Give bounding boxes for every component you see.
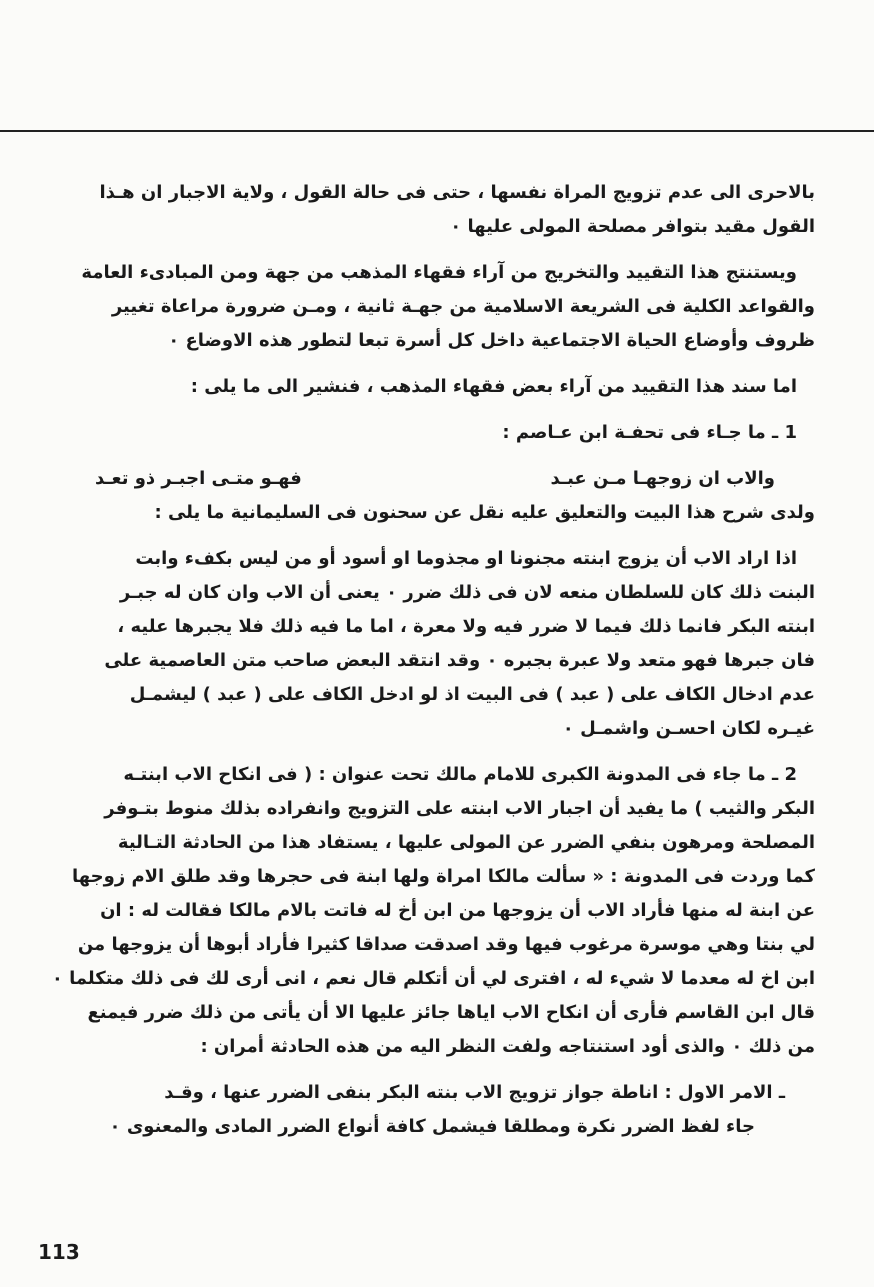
text-line: كما وردت فى المدونة : « سألت مالكا امراة ولها ابنة فى حجرها وقد طلق الام زوجها (72, 866, 815, 887)
verse-first-hemistich: والاب ان زوجهـا مـن عبـد (550, 468, 775, 489)
text-line: ابنته البكر فانما ذلك فيما لا ضرر فيه ولا معرة ، اما ما فيه ذلك فلا يجبرها عليه ، (117, 616, 815, 637)
section-heading: 1 ـ ما جـاء فى تحفـة ابن عـاصم : (502, 422, 797, 443)
text-line: والقواعد الكلية فى الشريعة الاسلامية من جهـة ثانية ، ومـن ضرورة مراعاة تغيير (111, 296, 815, 317)
text-line: اما سند هذا التقييد من آراء بعض فقهاء المذهب ، فنشير الى ما يلى : (190, 376, 797, 397)
text-line: المصلحة ومرهون بنفي الضرر عن المولى عليها ، يستفاد هذا من الحادثة التـالية (117, 832, 815, 853)
section-heading: 2 ـ ما جاء فى المدونة الكبرى للامام مالك تحت عنوان : ( فى انكاح الاب ابنتـه (123, 764, 797, 785)
text-line: ظروف وأوضاع الحياة الاجتماعية داخل كل أسرة تبعا لتطور هذه الاوضاع ٠ (168, 330, 815, 351)
text-line: ولدى شرح هذا البيت والتعليق عليه نقل عن سحنون فى السليمانية ما يلى : (154, 502, 815, 523)
document-body (51, 176, 815, 1144)
verse-second-hemistich: فهـو متـى اجبـر ذو تعـد (95, 468, 302, 489)
text-line: ابن اخ له معدما لا شيء له ، افترى لي أن أتكلم قال نعم ، انى أرى لك فى ذلك متكلما ٠ (51, 968, 815, 989)
text-line: لي بنتا وهي موسرة مرغوب فيها وقد اصدقت صداقا كثيرا فأراد أبوها أن يزوجها من (77, 934, 815, 955)
text-line: قال ابن القاسم فأرى أن انكاح الاب اياها جائز عليها الا أن يأتى من ذلك ضرر فيمنع (87, 1002, 815, 1023)
page-number: 113 (38, 1240, 80, 1264)
text-line: من ذلك ٠ والذى أود استنتاجه ولفت النظر اليه من هذه الحادثة أمران : (200, 1036, 815, 1057)
text-line: بالاحرى الى عدم تزويج المراة نفسها ، حتى فى حالة القول ، ولاية الاجبار ان هـذا (99, 182, 815, 203)
text-line: البنت ذلك كان للسلطان منعه لان فى ذلك ضرر ٠ يعنى أن الاب وان كان له جبـر (119, 582, 815, 603)
text-line: فان جبرها فهو متعد ولا عبرة بجبره ٠ وقد انتقد البعض صاحب متن العاصمية على (104, 650, 815, 671)
text-line: اذا اراد الاب أن يزوج ابنته مجنونا او مجذوما او أسود أو من ليس بكفء وابت (135, 548, 797, 569)
text-line: البكر والثيب ) ما يفيد أن اجبار الاب ابنته على التزويج وانفراده بذلك منوط بتـوفر (104, 798, 815, 819)
text-line: القول مقيد بتوافر مصلحة المولى عليها ٠ (450, 216, 815, 237)
text-line: عن ابنة له منها فأراد الاب أن يزوجها من ابن أخ له فاتت بالام مالكا فقالت له : ان (100, 900, 815, 921)
text-line: ويستنتج هذا التقييد والتخريج من آراء فقهاء المذهب من جهة ومن المبادىء العامة (81, 262, 797, 283)
bullet-line: ـ الامر الاول : اناطة جواز تزويج الاب بنته البكر بنفى الضرر عنها ، وقـد (164, 1082, 785, 1103)
text-line: غيـره لكان احسـن واشمـل ٠ (562, 718, 815, 739)
text-line: جاء لفظ الضرر نكرة ومطلقا فيشمل كافة أنواع الضرر المادى والمعنوى ٠ (109, 1116, 755, 1137)
text-line: عدم ادخال الكاف على ( عبد ) فى البيت اذ لو ادخل الكاف على ( عبد ) ليشمـل (129, 684, 815, 705)
verse-line (95, 462, 815, 496)
header-rule (0, 130, 874, 132)
